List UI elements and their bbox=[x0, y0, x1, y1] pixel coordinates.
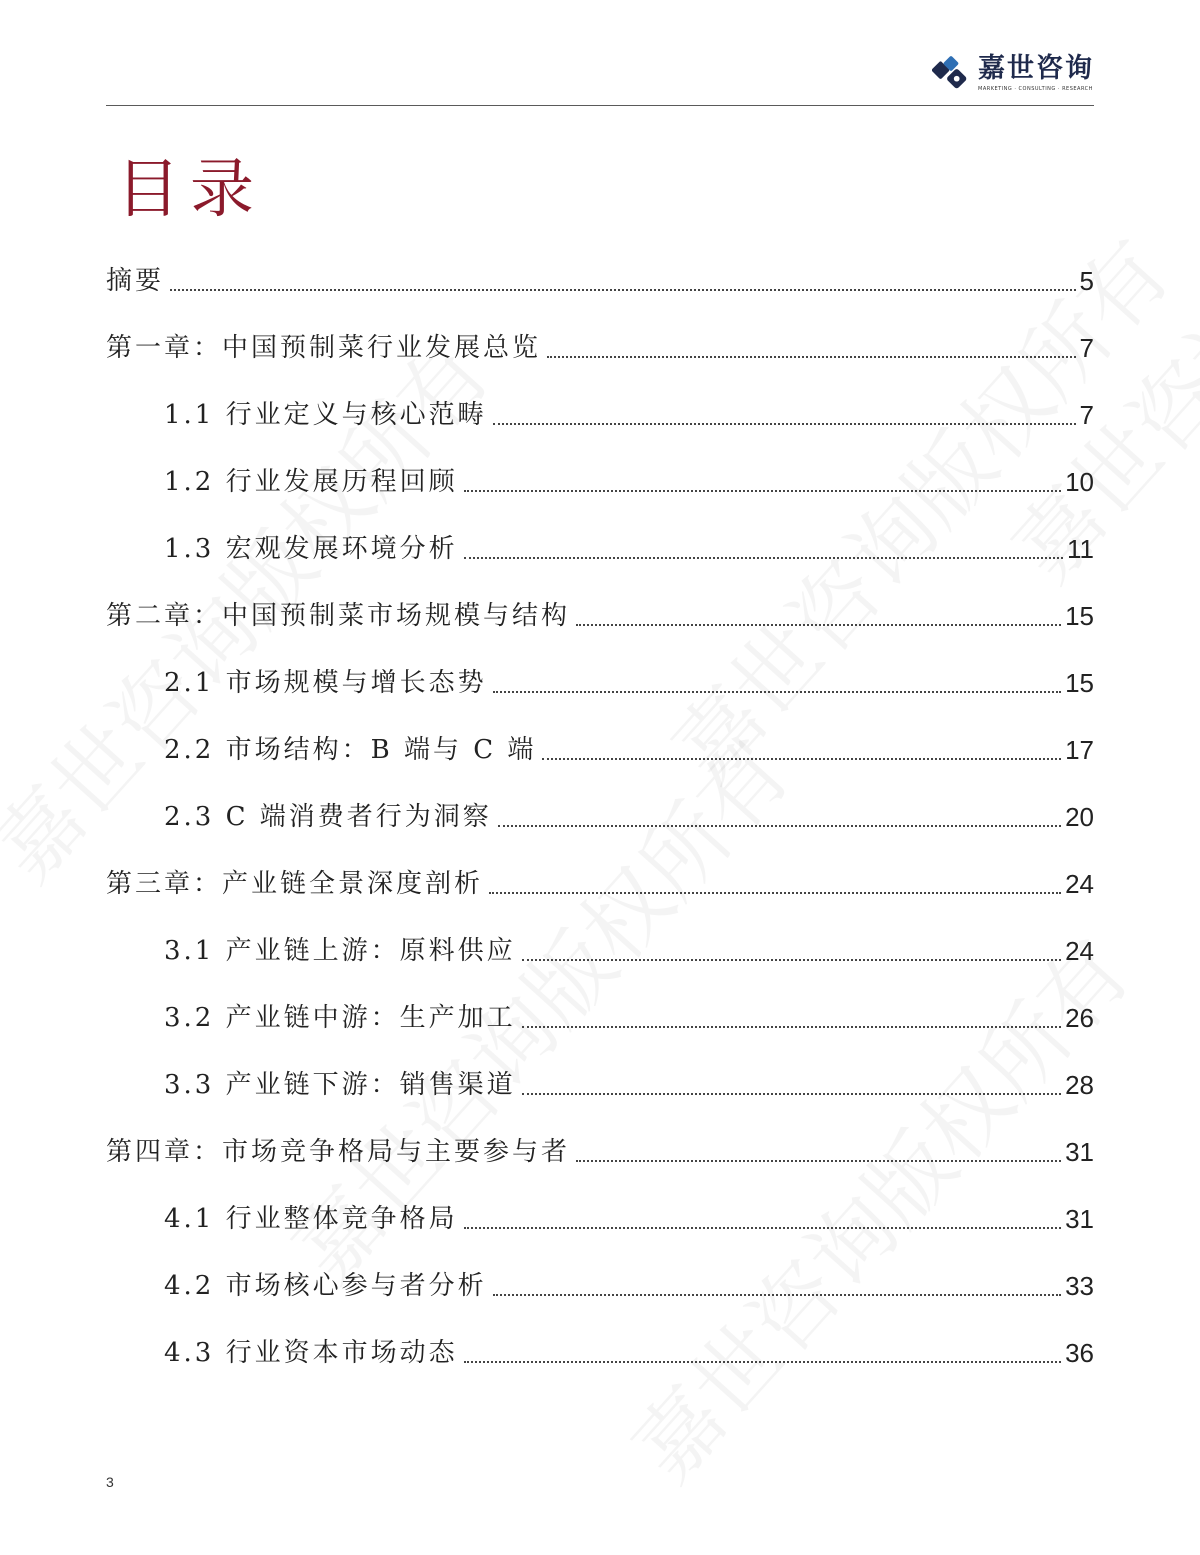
toc-dot-leader bbox=[493, 691, 1061, 693]
toc-entry-title: 第一章：中国预制菜行业发展总览 bbox=[106, 333, 542, 363]
toc-subentry[interactable] bbox=[106, 506, 1094, 573]
toc-dot-leader bbox=[493, 1294, 1061, 1296]
toc-dot-leader bbox=[493, 423, 1076, 425]
toc-subentry[interactable] bbox=[106, 1042, 1094, 1109]
toc-dot-leader bbox=[522, 959, 1061, 961]
toc-dot-leader bbox=[464, 1361, 1061, 1363]
toc-subentry[interactable] bbox=[106, 975, 1094, 1042]
toc-entry-title: 第四章：市场竞争格局与主要参与者 bbox=[106, 1137, 571, 1167]
toc-entry-page: 33 bbox=[1065, 1271, 1094, 1301]
toc-dot-leader bbox=[576, 1160, 1061, 1162]
brand-name: 嘉世咨询 bbox=[978, 52, 1094, 84]
toc-entry-title: 3.1 产业链上游：原料供应 bbox=[164, 936, 516, 966]
toc-dot-leader bbox=[464, 490, 1061, 492]
page-header bbox=[106, 44, 1094, 106]
toc-entry-page: 26 bbox=[1065, 1003, 1094, 1033]
toc-entry-page: 7 bbox=[1079, 333, 1094, 363]
toc-entry-page: 15 bbox=[1065, 668, 1094, 698]
toc-subentry[interactable] bbox=[106, 1310, 1094, 1377]
page-number: 3 bbox=[106, 1474, 114, 1490]
toc-entry-title: 3.2 产业链中游：生产加工 bbox=[164, 1003, 516, 1033]
toc-dot-leader bbox=[547, 356, 1076, 358]
toc-entry[interactable] bbox=[106, 1109, 1094, 1176]
toc-entry-page: 20 bbox=[1065, 802, 1094, 832]
toc-subentry[interactable] bbox=[106, 774, 1094, 841]
toc-entry[interactable] bbox=[106, 573, 1094, 640]
brand-tagline: MARKETING · CONSULTING · RESEARCH bbox=[978, 85, 1093, 92]
toc-entry-page: 36 bbox=[1065, 1338, 1094, 1368]
toc-entry-title: 2.2 市场结构：B 端与 C 端 bbox=[164, 735, 537, 765]
toc-dot-leader bbox=[542, 758, 1061, 760]
toc-entry-title: 摘要 bbox=[106, 266, 165, 296]
toc-entry-page: 31 bbox=[1065, 1137, 1094, 1167]
toc-entry-title: 3.3 产业链下游：销售渠道 bbox=[164, 1070, 516, 1100]
toc-entry-title: 2.1 市场规模与增长态势 bbox=[164, 668, 487, 698]
toc-entry[interactable] bbox=[106, 841, 1094, 908]
page-title: 目录 bbox=[116, 153, 264, 227]
toc-entry-title: 第三章：产业链全景深度剖析 bbox=[106, 869, 484, 899]
toc-subentry[interactable] bbox=[106, 707, 1094, 774]
toc-entry[interactable] bbox=[106, 305, 1094, 372]
toc-subentry[interactable] bbox=[106, 439, 1094, 506]
toc-entry-page: 31 bbox=[1065, 1204, 1094, 1234]
brand-logo bbox=[932, 54, 1094, 92]
header-divider bbox=[106, 105, 1094, 106]
toc-dot-leader bbox=[464, 1227, 1061, 1229]
toc-entry[interactable] bbox=[106, 238, 1094, 305]
toc-entry-page: 24 bbox=[1065, 936, 1094, 966]
toc-dot-leader bbox=[489, 892, 1061, 894]
toc-subentry[interactable] bbox=[106, 908, 1094, 975]
toc-entry-page: 11 bbox=[1067, 534, 1094, 564]
table-of-contents bbox=[106, 238, 1094, 1377]
toc-dot-leader bbox=[170, 289, 1076, 291]
toc-entry-page: 24 bbox=[1065, 869, 1094, 899]
toc-entry-page: 28 bbox=[1065, 1070, 1094, 1100]
toc-subentry[interactable] bbox=[106, 1243, 1094, 1310]
toc-entry-title: 1.2 行业发展历程回顾 bbox=[164, 467, 458, 497]
toc-entry-title: 1.3 宏观发展环境分析 bbox=[164, 534, 458, 564]
brand-logo-icon bbox=[932, 54, 970, 92]
toc-entry-page: 7 bbox=[1079, 400, 1094, 430]
toc-dot-leader bbox=[522, 1026, 1061, 1028]
toc-entry-page: 15 bbox=[1065, 601, 1094, 631]
toc-dot-leader bbox=[522, 1093, 1061, 1095]
toc-subentry[interactable] bbox=[106, 1176, 1094, 1243]
toc-subentry[interactable] bbox=[106, 372, 1094, 439]
toc-subentry[interactable] bbox=[106, 640, 1094, 707]
toc-entry-title: 4.2 市场核心参与者分析 bbox=[164, 1271, 487, 1301]
toc-dot-leader bbox=[464, 557, 1063, 559]
toc-entry-title: 2.3 C 端消费者行为洞察 bbox=[164, 802, 492, 832]
toc-entry-page: 17 bbox=[1065, 735, 1094, 765]
toc-entry-title: 4.3 行业资本市场动态 bbox=[164, 1338, 458, 1368]
toc-entry-page: 5 bbox=[1079, 266, 1094, 296]
toc-entry-title: 第二章：中国预制菜市场规模与结构 bbox=[106, 601, 571, 631]
toc-entry-page: 10 bbox=[1065, 467, 1094, 497]
toc-dot-leader bbox=[576, 624, 1061, 626]
toc-dot-leader bbox=[498, 825, 1061, 827]
toc-entry-title: 4.1 行业整体竞争格局 bbox=[164, 1204, 458, 1234]
toc-entry-title: 1.1 行业定义与核心范畴 bbox=[164, 400, 487, 430]
